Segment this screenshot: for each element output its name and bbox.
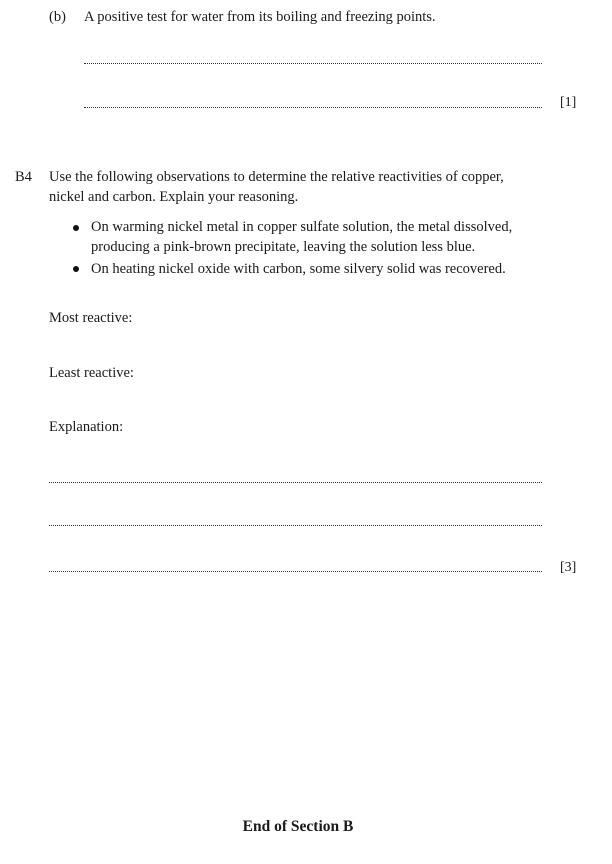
bullet-2-line1: On heating nickel oxide with carbon, some silvery solid was recovered. [91,261,506,277]
bullet-icon [73,225,79,231]
explanation-answer-line-1[interactable] [49,482,542,483]
explanation-answer-line-3[interactable] [49,571,542,572]
section-end-footer: End of Section B [242,818,354,835]
part-b-label: (b) [49,9,66,25]
least-reactive-label: Least reactive: [49,365,134,381]
explanation-label: Explanation: [49,419,124,435]
question-number-b4: B4 [15,169,32,185]
bullet-1-line1: On warming nickel metal in copper sulfate solution, the metal dissolved, [91,219,513,235]
explanation-answer-line-2[interactable] [49,525,542,526]
answer-line-b-2[interactable] [84,107,542,108]
part-b-question: A positive test for water from its boiling and freezing points. [84,9,436,25]
answer-line-b-1[interactable] [84,63,542,64]
part-b-marks: [1] [560,95,577,110]
most-reactive-label: Most reactive: [49,310,133,326]
bullet-1-line2: producing a pink-brown precipitate, leaving the solution less blue. [91,239,476,255]
b4-intro-line2: nickel and carbon. Explain your reasoning. [49,189,299,205]
bullet-icon [73,266,79,272]
b4-intro-line1: Use the following observations to determine the relative reactivities of copper, [49,169,504,185]
b4-marks: [3] [560,560,577,575]
